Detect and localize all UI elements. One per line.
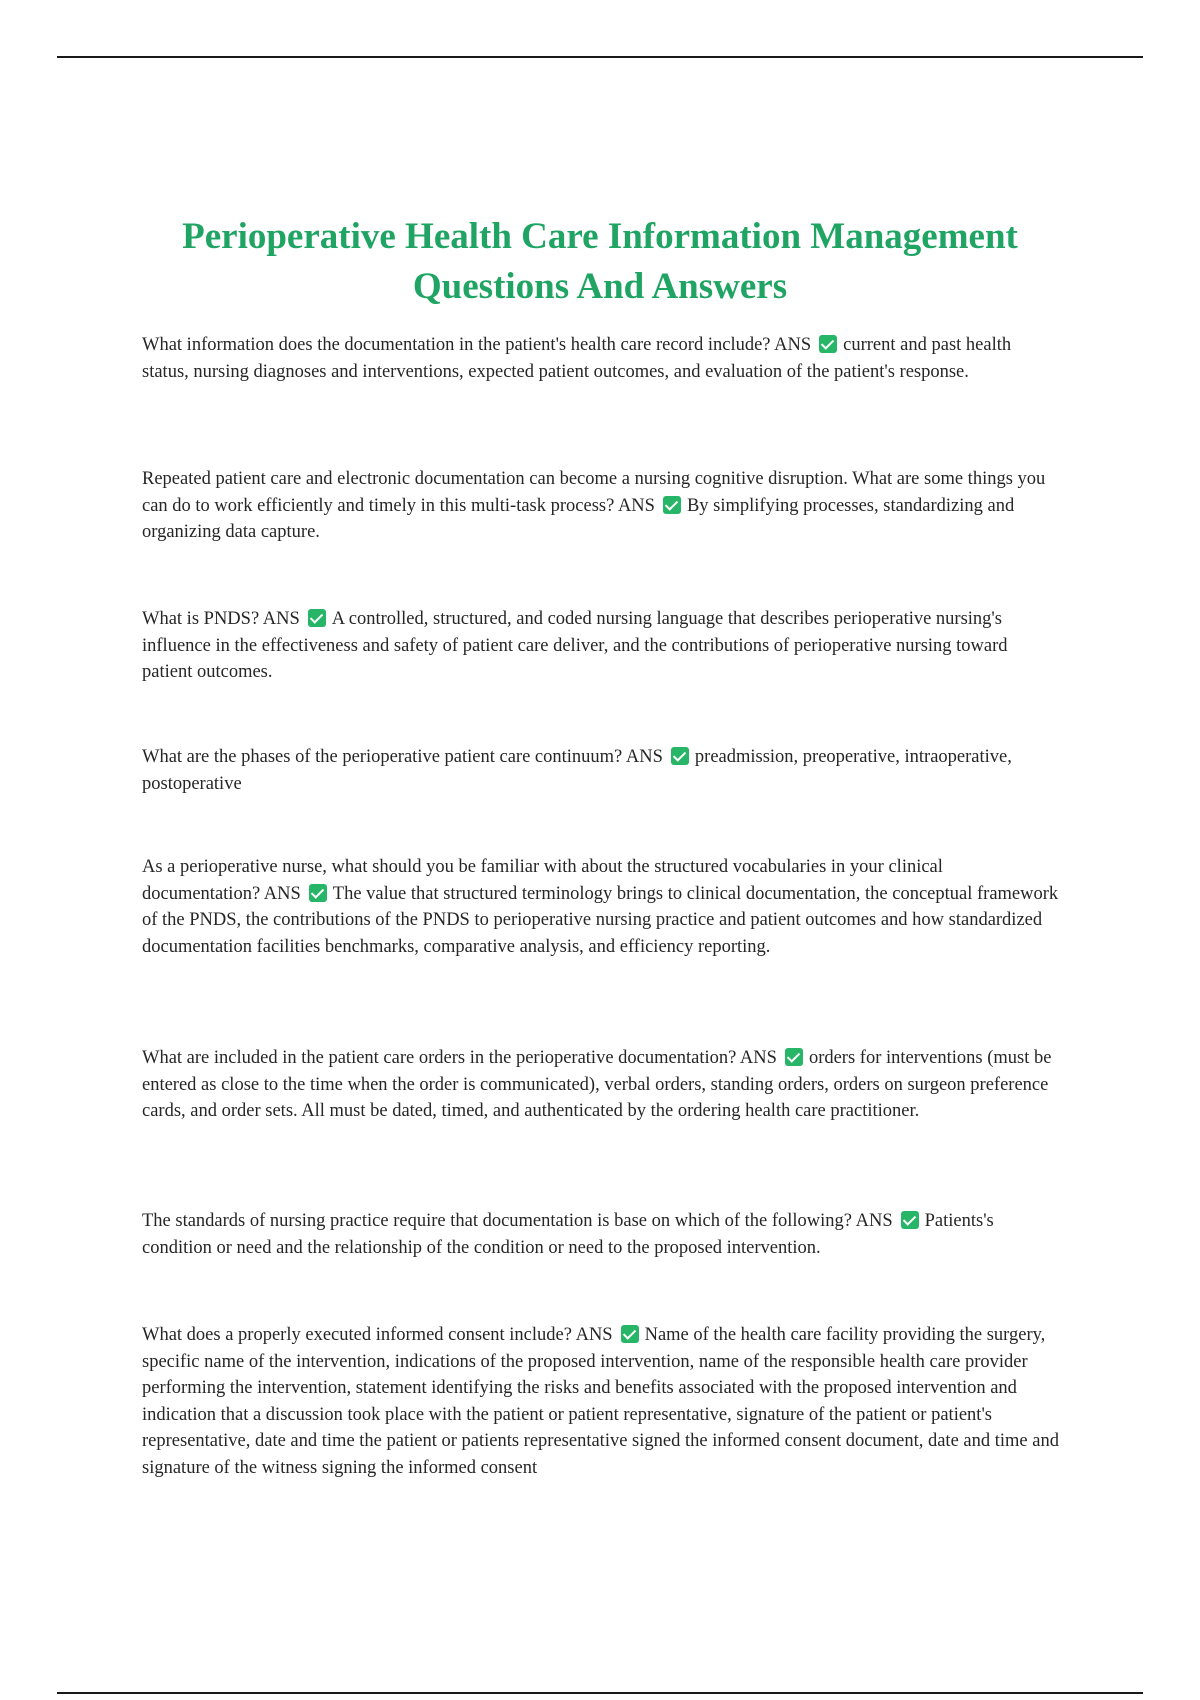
check-box-icon (901, 1211, 919, 1229)
check-box-icon (819, 335, 837, 353)
check-box-icon (309, 884, 327, 902)
answer-text: preadmission, preoperative, intraoperative, postoperative (142, 747, 1012, 794)
ans-label: ANS (739, 1048, 777, 1068)
question-text: What are included in the patient care orders in the perioperative documentation? (142, 1048, 737, 1068)
question-text: What is PNDS? (142, 609, 260, 629)
qa-item-2 (142, 466, 1062, 546)
top-rule (57, 56, 1143, 58)
qa-item-3 (142, 606, 1062, 686)
question-text: Repeated patient care and electronic documentation can become a nursing cognitive disruption. What are some things you can do to work efficiently and timely in this multi-task process? (142, 469, 1046, 516)
question-text: The standards of nursing practice require that documentation is base on which of the following? (142, 1211, 852, 1231)
check-box-icon (308, 609, 326, 627)
qa-item-4 (142, 744, 1062, 797)
ans-label: ANS (617, 495, 655, 516)
qa-item-8 (142, 1322, 1062, 1481)
qa-item-6 (142, 1045, 1062, 1125)
answer-text: current and past health status, nursing diagnoses and interventions, expected patient outcomes, and evaluation of the patient's response. (142, 335, 1012, 382)
check-box-icon (671, 747, 689, 765)
qa-item-5 (142, 854, 1062, 960)
check-box-icon (785, 1048, 803, 1066)
ans-label: ANS (625, 747, 663, 767)
ans-label: ANS (855, 1211, 893, 1231)
question-text: What information does the documentation in the patient's health care record include? (142, 335, 771, 355)
check-box-icon (663, 496, 681, 514)
answer-text: Patients's condition or need and the relationship of the condition or need to the proposed intervention. (142, 1211, 994, 1258)
ans-label: ANS (575, 1325, 613, 1345)
answer-text: By simplifying processes, standardizing and organizing data capture. (142, 495, 1015, 542)
ans-label: ANS (774, 335, 812, 355)
qa-item-1 (142, 332, 1062, 385)
answer-text: A controlled, structured, and coded nursing language that describes perioperative nursing's influence in the effectiveness and safety of patient care deliver, and the contributions of perioperative nursing toward patient outcomes. (142, 609, 1008, 682)
answer-text: orders for interventions (must be entered as close to the time when the order is communicated), verbal orders, standing orders, orders on surgeon preference cards, and order sets. All must be dated, timed, and authenticated by the ordering health care practitioner. (142, 1048, 1052, 1121)
question-text: What does a properly executed informed consent include? (142, 1325, 572, 1345)
check-box-icon (621, 1325, 639, 1343)
qa-item-7 (142, 1208, 1062, 1261)
ans-label: ANS (262, 609, 300, 629)
bottom-rule (57, 1692, 1143, 1694)
answer-text: The value that structured terminology brings to clinical documentation, the conceptual framework of the PNDS, the contributions of the PNDS to perioperative nursing practice and patient outcomes and how standardized documentation facilities benchmarks, comparative analysis, and efficiency reporting. (142, 883, 1059, 957)
ans-label: ANS (263, 883, 301, 904)
page-title: Perioperative Health Care Information Management Questions And Answers (182, 216, 1018, 307)
question-text: What are the phases of the perioperative patient care continuum? (142, 747, 623, 767)
answer-text: Name of the health care facility providing the surgery, specific name of the intervention, indications of the proposed intervention, name of the responsible health care provider performing the intervention, statement identifying the risks and benefits associated with the proposed intervention and indication that a discussion took place with the patient or patient representative, signature of the patient or patient's representative, date and time the patient or patients representative signed the informed consent document, date and time and signature of the witness signing the informed consent (142, 1325, 1059, 1478)
question-text: As a perioperative nurse, what should you be familiar with about the structured vocabularies in your clinical documentation? (142, 857, 943, 904)
